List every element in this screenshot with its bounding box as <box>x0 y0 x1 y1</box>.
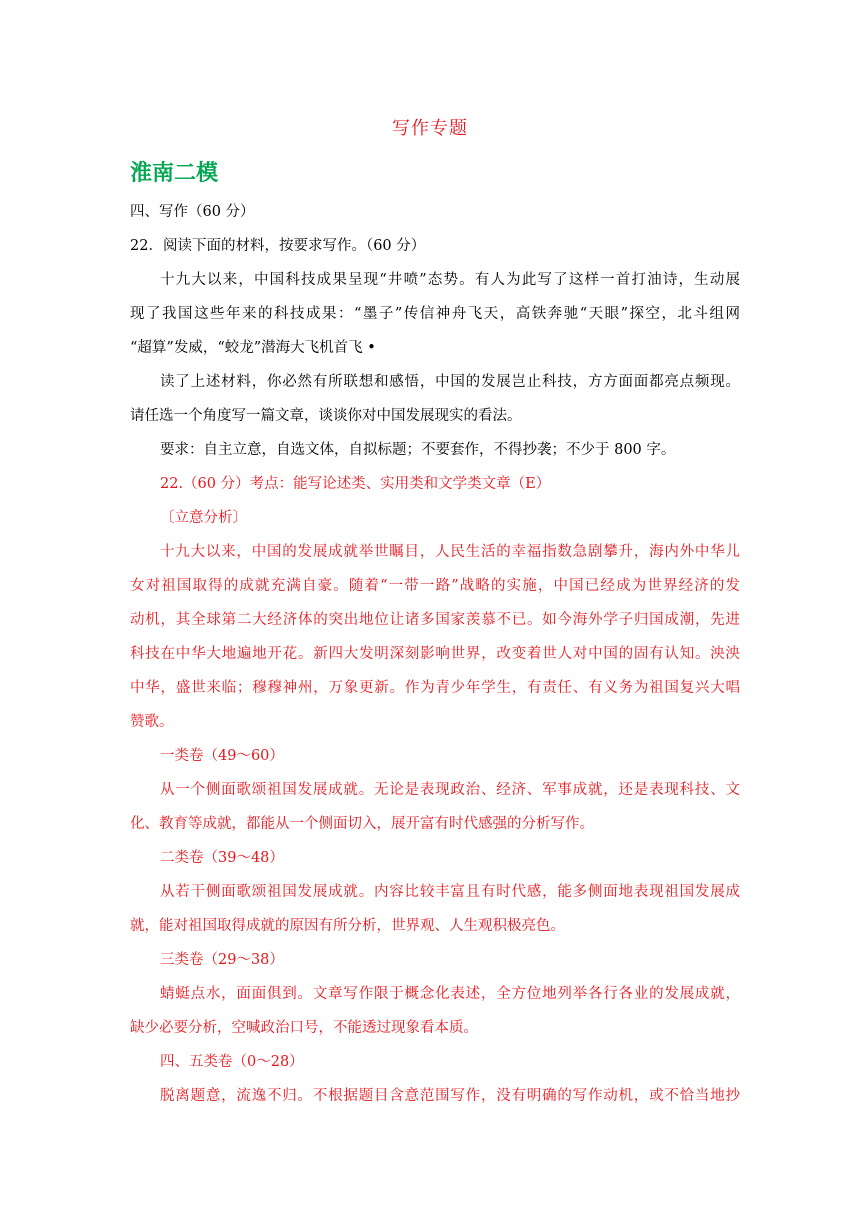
grade-4-heading: 四、五类卷（0～28） <box>160 1054 304 1070</box>
grade-2-heading: 二类卷（39～48） <box>160 850 284 866</box>
grade-1-line: 化、教育等成就，都能从一个侧面切入，展开富有时代感强的分析写作。 <box>130 816 594 832</box>
analysis-line: 赞歌。 <box>130 714 174 730</box>
grade-2-line: 从若干侧面歌颂祖国发展成就。内容比较丰富且有时代感，能多侧面地表现祖国发展成 <box>160 884 740 900</box>
grade-1-line: 从一个侧面歌颂祖国发展成就。无论是表现政治、经济、军事成就，还是表现科技、文 <box>160 782 740 798</box>
analysis-heading: 〔立意分析〕 <box>160 510 247 526</box>
grade-3-line: 缺少必要分析，空喊政治口号，不能透过现象看本质。 <box>130 1020 478 1036</box>
grade-2-line: 就，能对祖国取得成就的原因有所分析，世界观、人生观积极亮色。 <box>130 918 565 934</box>
material-line: “超算”发威，“蛟龙”潜海大飞机首飞 • <box>130 340 376 356</box>
question-prompt: 22．阅读下面的材料，按要求写作。（60 分） <box>130 238 426 254</box>
grade-4-line: 脱离题意，流逸不归。不根据题目含意范围写作，没有明确的写作动机，或不恰当地抄 <box>160 1088 740 1104</box>
part-heading: 四、写作（60 分） <box>130 204 255 220</box>
section-heading: 淮南二模 <box>130 161 219 186</box>
instruction-line: 请任选一个角度写一篇文章，谈谈你对中国发展现实的看法。 <box>130 408 522 424</box>
grade-1-heading: 一类卷（49～60） <box>160 748 284 764</box>
material-line: 现了我国这些年来的科技成果：“墨子”传信神舟飞天，高铁奔驰“天眼”探空，北斗组网 <box>130 306 740 322</box>
grade-3-line: 蜻蜓点水，面面俱到。文章写作限于概念化表述，全方位地列举各行各业的发展成就， <box>160 986 740 1002</box>
instruction-line: 读了上述材料，你必然有所联想和感悟，中国的发展岂止科技，方方面面都亮点频现。 <box>160 374 740 390</box>
analysis-line: 科技在中华大地遍地开花。新四大发明深刻影响世界，改变着世人对中国的固有认知。泱泱 <box>130 646 740 662</box>
requirement-line: 要求：自主立意，自选文体，自拟标题；不要套作，不得抄袭；不少于 800 字。 <box>160 442 676 458</box>
analysis-line: 女对祖国取得的成就充满自豪。随着“一带一路”战略的实施，中国已经成为世界经济的发 <box>130 578 740 594</box>
analysis-line: 十九大以来，中国的发展成就举世瞩目，人民生活的幸福指数急剧攀升，海内外中华儿 <box>160 544 740 560</box>
analysis-line: 中华，盛世来临；穆穆神州，万象更新。作为青少年学生，有责任、有义务为祖国复兴大唱 <box>130 680 740 696</box>
grade-3-heading: 三类卷（29～38） <box>160 952 284 968</box>
analysis-line: 动机，其全球第二大经济体的突出地位让诸多国家羡慕不已。如今海外学子归国成潮，先进 <box>130 612 740 628</box>
answer-header: 22.（60 分）考点：能写论述类、实用类和文学类文章（E） <box>160 476 551 492</box>
material-line: 十九大以来，中国科技成果呈现“井喷”态势。有人为此写了这样一首打油诗，生动展 <box>160 272 740 288</box>
page-title: 写作专题 <box>392 118 468 139</box>
